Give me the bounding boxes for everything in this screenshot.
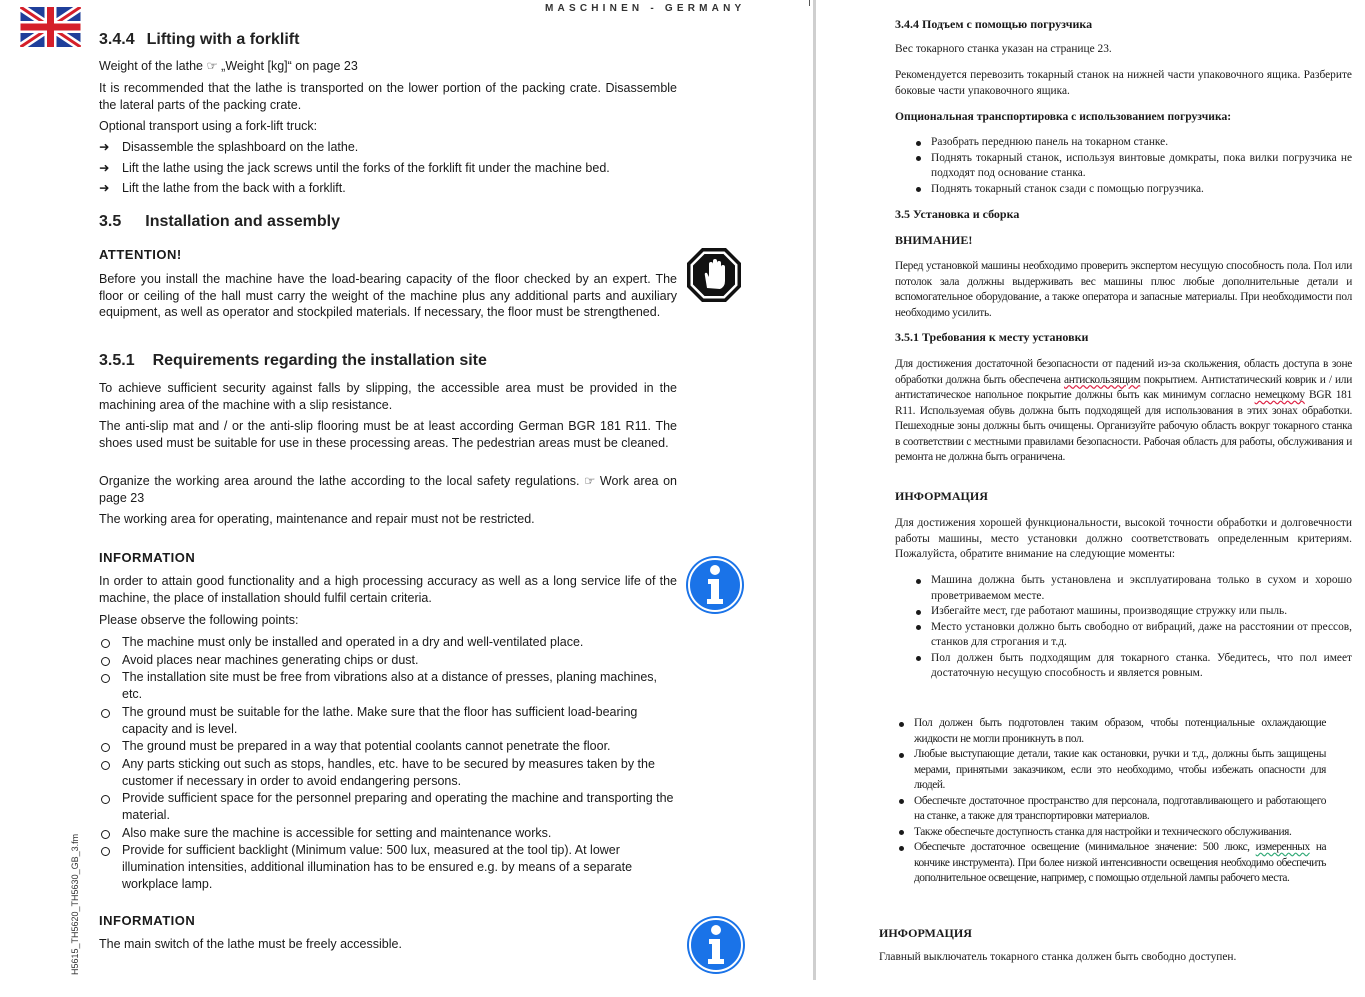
circle-bullet-icon xyxy=(101,830,110,839)
list-item: Any parts sticking out such as stops, handles, etc. have to be secured by measures taken by the customer if necessary in order to avoid endangering persons. xyxy=(99,756,677,790)
list-item: Пол должен быть подходящим для токарного станка. Убедитесь, что пол имеет достаточную несущую способность и является ровным. xyxy=(895,651,1352,682)
section-heading-3-5-1 xyxy=(99,352,487,370)
section-heading-3-4-4: 3.4.4 Подъем с помощью погрузчика xyxy=(895,17,1093,31)
list-item: Также обеспечьте доступность станка для настройки и технического обслуживания. xyxy=(895,825,1326,841)
section-heading-3-4-4 xyxy=(99,31,299,49)
paragraph: Вес токарного станка указан на странице 23. xyxy=(895,43,1112,55)
optional-transport-label: Опциональная транспортировка с использованием погрузчика: xyxy=(895,110,1232,123)
circle-bullet-icon xyxy=(101,639,110,648)
list-item: The ground must be suitable for the lathe. Make sure that the floor has sufficient load-bearing capacity and is level. xyxy=(99,704,677,738)
info-icon xyxy=(686,915,746,975)
list-item: Provide for sufficient backlight (Minimum value: 500 lux, measured at the tool tip). At lower illumination intensities, additional illumination has to be ensured e.g. by means of a separate workplace lamp. xyxy=(99,842,677,893)
bullet-icon xyxy=(916,656,921,661)
transport-recommendation: It is recommended that the lathe is transported on the lower portion of the packing crate. Disassemble the lateral parts of the packing crate. xyxy=(99,81,677,112)
brand-header: MASCHINEN - GERMANY xyxy=(545,3,746,14)
uk-flag-icon xyxy=(20,7,81,47)
list-item: Provide sufficient space for the personnel preparing and operating the machine and transporting the material. xyxy=(99,790,677,824)
list-item: Поднять токарный станок, используя винтовые домкраты, пока вилки погрузчика не подходят под основание станка. xyxy=(895,151,1352,182)
information-text: Главный выключатель токарного станка должен быть свободно доступен. xyxy=(879,951,1237,963)
forklift-steps-list xyxy=(99,139,677,197)
spellcheck-word: антискользящим xyxy=(1063,373,1141,386)
list-item: Машина должна быть установлена и эксплуатирована только в сухом и хорошо проветриваемом месте. xyxy=(895,573,1352,604)
installation-points-list xyxy=(99,634,677,894)
spellcheck-word: измеренных xyxy=(1255,841,1310,853)
info-icon xyxy=(685,555,745,615)
list-item: ➜ Lift the lathe using the jack screws until the forks of the forklift fit under the machine bed. xyxy=(99,160,610,175)
list-item: Пол должен быть подготовлен таким образом, чтобы потенциальные охлаждающие жидкости не могли проникнуть в пол. xyxy=(895,716,1326,747)
bullet-icon xyxy=(916,141,921,146)
information-label: INFORMATION xyxy=(99,550,196,565)
observe-label: Please observe the following points: xyxy=(99,613,299,627)
bullet-icon xyxy=(916,579,921,584)
circle-bullet-icon xyxy=(101,795,110,804)
information-label: ИНФОРМАЦИЯ xyxy=(895,489,988,503)
section-number: 3.4.4 xyxy=(99,31,135,48)
page-corner-mark xyxy=(809,0,810,6)
information-label: INFORMATION xyxy=(99,913,196,928)
attention-text: Перед установкой машины необходимо проверить экспертом несущую способность пола. Пол или потолок зала должны выдерживать вес машины плюс любые дополнительные детали и вспомогательное оборудование, а также оператора и запасные материалы. При необходимости пол необходимо усилить. xyxy=(895,260,1352,319)
forklift-steps-list xyxy=(895,135,1352,197)
spellcheck-word: немецкому xyxy=(1254,389,1305,401)
optional-transport-label: Optional transport using a fork-lift truck: xyxy=(99,119,318,133)
arrow-right-icon: ➜ xyxy=(99,160,110,175)
section-heading-3-5: 3.5 Установка и сборка xyxy=(895,207,1020,221)
list-item: Обеспечьте достаточное пространство для персонала, подготавливающего и работающего на станке, а также для транспортировки материалов. xyxy=(895,794,1326,825)
section-title: Installation and assembly xyxy=(145,213,340,230)
list-item: Обеспечьте достаточное освещение (минимальное значение: 500 люкс, измеренных на кончике инструмента). При более низкой интенсивности освещения необходимо обеспечить дополнительное освещение, например, с помощью отдельной лампы рабочего места. xyxy=(895,840,1326,887)
list-item: ➜ Lift the lathe from the back with a forklift. xyxy=(99,181,346,195)
information-text: The main switch of the lathe must be freely accessible. xyxy=(99,937,402,951)
arrow-right-icon: ➜ xyxy=(99,140,110,154)
section-number: 3.5.1 xyxy=(99,352,135,369)
list-item: Разобрать переднюю панель на токарном станке. xyxy=(895,135,1352,151)
circle-bullet-icon xyxy=(101,709,110,718)
bullet-icon xyxy=(916,610,921,615)
circle-bullet-icon xyxy=(101,761,110,770)
paragraph: Рекомендуется перевозить токарный станок на нижней части упаковочного ящика. Разберите боковые части упаковочного ящика. xyxy=(895,69,1352,97)
section-title: Lifting with a forklift xyxy=(146,31,300,48)
bullet-icon xyxy=(899,799,904,804)
list-item: Also make sure the machine is accessible for setting and maintenance works. xyxy=(99,825,677,842)
attention-label: ATTENTION! xyxy=(99,247,182,262)
list-item: Место установки должно быть свободно от вибраций, даже на расстоянии от прессов, станков для строгания и т.д. xyxy=(895,620,1352,651)
bullet-icon xyxy=(899,722,904,727)
paragraph: Organize the working area around the lathe according to the local safety regulations. ☞ Work area on page 23 xyxy=(99,474,677,505)
circle-bullet-icon xyxy=(101,657,110,666)
weight-reference: Weight of the lathe ☞ „Weight [kg]“ on page 23 xyxy=(99,59,358,73)
stop-hand-warning-icon xyxy=(685,246,743,304)
list-item: The ground must be prepared in a way that potential coolants cannot penetrate the floor. xyxy=(99,738,677,755)
paragraph: To achieve sufficient security against falls by slipping, the accessible area must be provided in the machining area of the machine with a slip resistance. xyxy=(99,381,677,412)
bullet-icon xyxy=(916,156,921,161)
list-item: Любые выступающие детали, такие как остановки, ручки и т.д., должны быть защищены мерами, принятыми заказчиком, если это необходимо, чтобы избежать опасности для людей. xyxy=(895,747,1326,794)
circle-bullet-icon xyxy=(101,743,110,752)
list-item: The installation site must be free from vibrations also at a distance of presses, planing machines, etc. xyxy=(99,669,677,703)
page-divider xyxy=(813,0,816,980)
requirements-paragraph: Для достижения достаточной безопасности от падений из-за скольжения, область доступа в зоне обработки должна быть обеспечена антискользящим покрытием. Антистатический коврик и / или антистатическое напольное покрытие должны быть как минимум согласно немецкому BGR 181 R11. Используемая обувь должна быть подходящей для использования в этих зонах обработки. Пешеходные зоны должны быть очищены. Организуйте рабочую область вокруг токарного станка в соответствии с местными правилами безопасности. Рабочая область для работы, обслуживания и ремонта не должна быть ограничена. xyxy=(895,358,1352,463)
information-text: In order to attain good functionality and a high processing accuracy as well as a long service life of the machine, the place of installation should fulfil certain criteria. xyxy=(99,574,677,605)
section-number: 3.5 xyxy=(99,213,122,230)
list-item: Поднять токарный станок сзади с помощью погрузчика. xyxy=(895,182,1352,198)
bullet-icon xyxy=(916,187,921,192)
bullet-icon xyxy=(899,753,904,758)
attention-label: ВНИМАНИЕ! xyxy=(895,233,973,247)
information-text: Для достижения хорошей функциональности, высокой точности обработки и долговечности работы машины, место установки должно соответствовать определенным критериям. Пожалуйста, обратите внимание на следующие моменты: xyxy=(895,517,1352,560)
list-item: Avoid places near machines generating chips or dust. xyxy=(99,652,677,669)
list-item: Избегайте мест, где работают машины, производящие стружку или пыль. xyxy=(895,604,1352,620)
paragraph: The working area for operating, maintenance and repair must not be restricted. xyxy=(99,512,535,526)
paragraph: The anti-slip mat and / or the anti-slip flooring must be at least according German BGR 181 R11. The shoes used must be suitable for use in these processing areas. The pedestrian areas must be cleaned. xyxy=(99,419,677,450)
document-file-id: H5615_TH5620_TH5630_GB_3.fm xyxy=(70,833,80,975)
bullet-icon xyxy=(899,830,904,835)
list-item: ➜ Disassemble the splashboard on the lathe. xyxy=(99,140,359,154)
circle-bullet-icon xyxy=(101,847,110,856)
attention-text: Before you install the machine have the load-bearing capacity of the floor checked by an expert. The floor or ceiling of the hall must carry the weight of the machine plus any additional parts and auxiliary equipment, as well as operator and stockpiled materials. If necessary, the floor must be strengthened. xyxy=(99,272,677,319)
list-item: The machine must only be installed and operated in a dry and well-ventilated place. xyxy=(99,634,677,651)
installation-points-list xyxy=(895,573,1352,682)
arrow-right-icon: ➜ xyxy=(99,181,110,195)
information-label: ИНФОРМАЦИЯ xyxy=(879,926,972,940)
installation-points-list-continued xyxy=(895,716,1326,887)
circle-bullet-icon xyxy=(101,674,110,683)
russian-translation-page xyxy=(818,0,1365,997)
section-heading-3-5 xyxy=(99,213,340,231)
bullet-icon xyxy=(899,846,904,851)
bullet-icon xyxy=(916,625,921,630)
section-title: Requirements regarding the installation site xyxy=(152,352,487,369)
section-heading-3-5-1: 3.5.1 Требования к месту установки xyxy=(895,330,1089,344)
